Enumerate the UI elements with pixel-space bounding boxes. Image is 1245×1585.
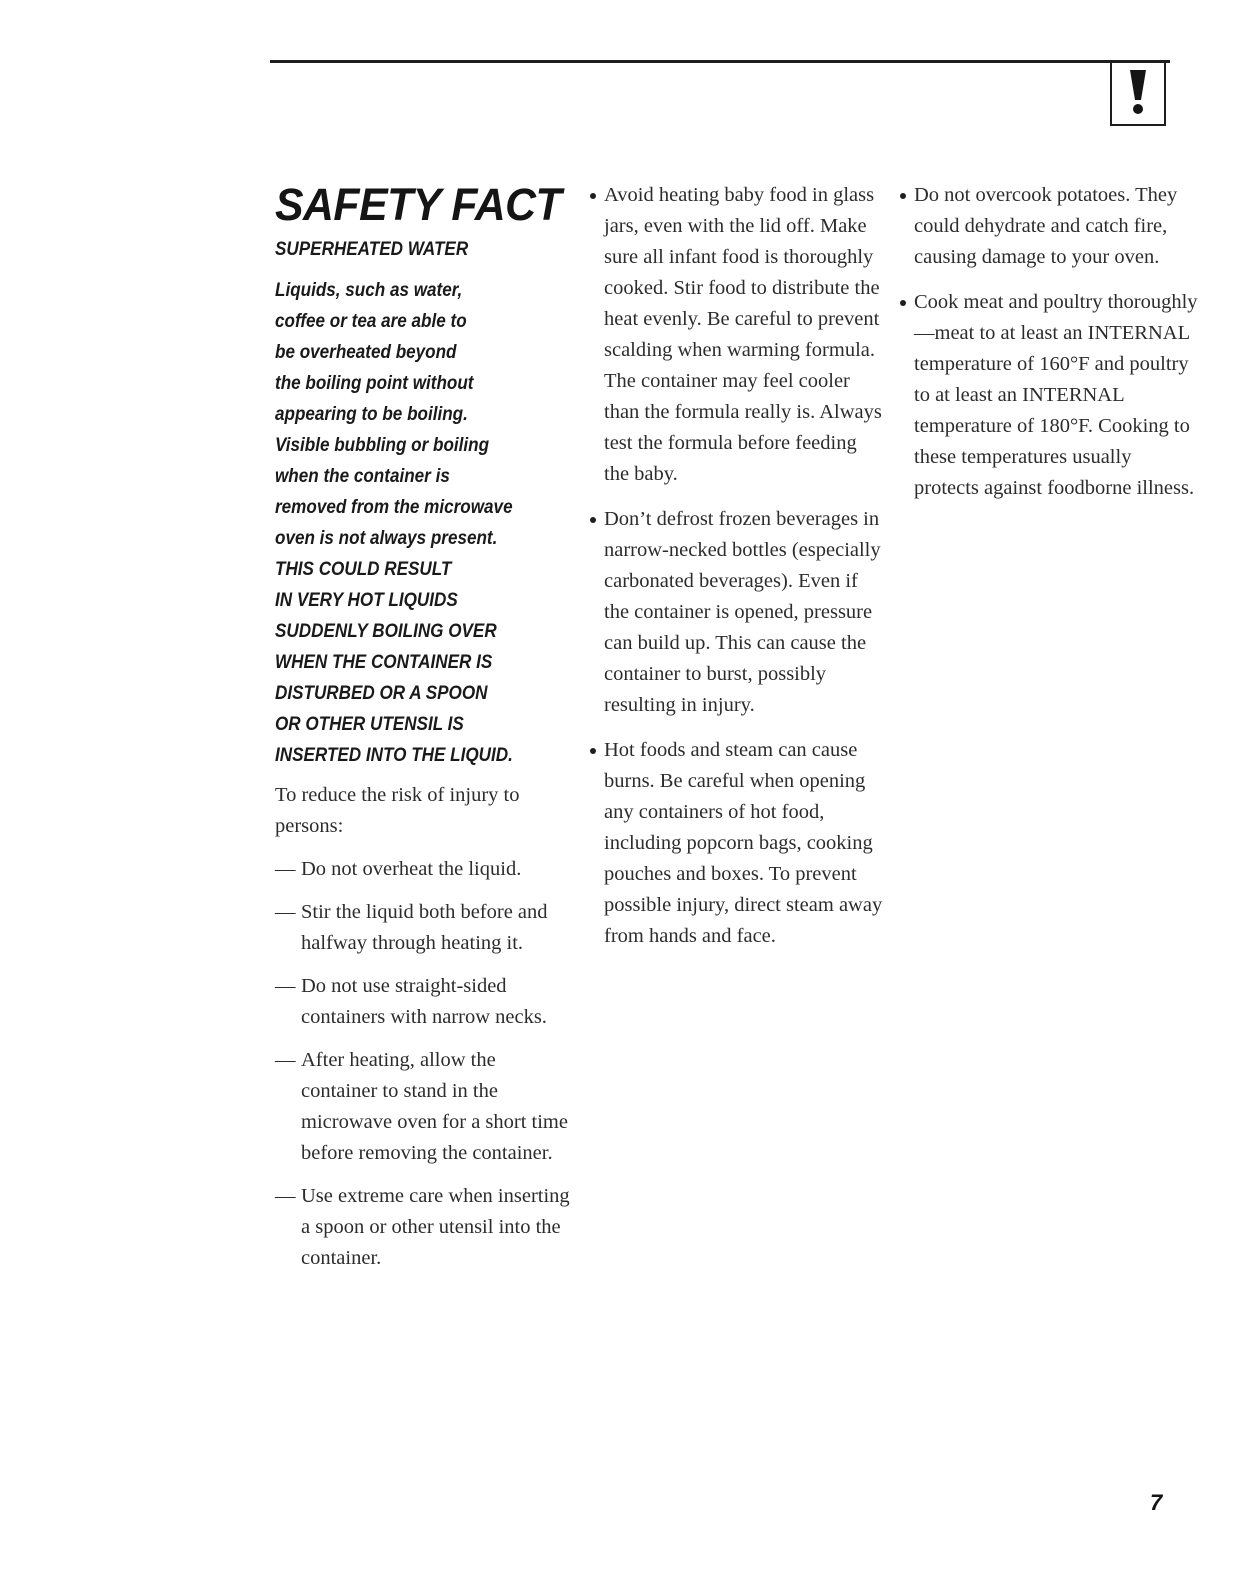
bullet-item [590,735,885,952]
precaution-text: Stir the liquid both before and halfway through heating it. [301,901,548,954]
warning-line: INSERTED INTO THE LIQUID. [275,745,513,766]
bullet-dot-icon [590,517,596,523]
bullet-dot-icon [590,748,596,754]
dash-glyph: — [275,1049,296,1071]
warning-box [1110,62,1166,126]
warning-line: THIS COULD RESULT [275,559,452,580]
warning-line: appearing to be boiling. [275,404,468,425]
warning-line: IN VERY HOT LIQUIDS [275,590,458,611]
bullet-item [900,180,1200,273]
bullet-text: Do not overcook potatoes. They could dehydrate and catch fire, causing damage to your oven. [914,184,1178,268]
warning-line: WHEN THE CONTAINER IS [275,652,493,673]
dash-glyph: — [275,975,296,997]
precaution-item [275,897,575,959]
warning-line: Visible bubbling or boiling [275,435,490,456]
precaution-list [275,854,575,1274]
warning-line: Liquids, such as water, [275,280,463,301]
warning-line: be overheated beyond [275,342,457,363]
superheated-water-heading: SUPERHEATED WATER [275,239,469,260]
precaution-text: After heating, allow the container to stand in the microwave oven for a short time before removing the container. [301,1049,568,1164]
warning-line: when the container is [275,466,450,487]
warning-line: SUDDENLY BOILING OVER [275,621,497,642]
precaution-item [275,854,575,885]
precaution-text: Use extreme care when inserting a spoon or other utensil into the container. [301,1185,570,1269]
bullet-text: Cook meat and poultry thoroughly—meat to at least an INTERNAL temperature of 160°F and poultry to at least an INTERNAL temperature of 180°F. Cooking to these temperatures usually protects against foodborne illness. [914,291,1198,499]
right-column [900,180,1200,518]
bullet-text: Avoid heating baby food in glass jars, even with the lid off. Make sure all infant food is thoroughly cooked. Stir food to distribute the heat evenly. Be careful to prevent scalding when warming formula. The container may feel cooler than the formula really is. Always test the formula before feeding the baby. [604,184,882,485]
bullet-text: Hot foods and steam can cause burns. Be careful when opening any containers of hot food, including popcorn bags, cooking pouches and boxes. To prevent possible injury, direct steam away from hands and face. [604,739,883,947]
precaution-item [275,971,575,1033]
bullet-item [590,504,885,721]
page-number: 7 [1150,1490,1163,1515]
warning-line: coffee or tea are able to [275,311,467,332]
safety-fact-title: SAFETY FACT [275,179,562,230]
safety-bullet-list [900,180,1200,504]
risk-intro: To reduce the risk of injury to persons: [275,784,520,837]
warning-line: OR OTHER UTENSIL IS [275,714,464,735]
dash-glyph: — [275,901,296,923]
dash-glyph: — [275,858,296,880]
precaution-item [275,1045,575,1169]
bullet-dot-icon [900,193,906,199]
warning-line: DISTURBED OR A SPOON [275,683,488,704]
warning-line: oven is not always present. [275,528,498,549]
dash-glyph: — [275,1185,296,1207]
warning-paragraph [275,275,572,771]
warning-line: the boiling point without [275,373,474,394]
precaution-text: Do not use straight-sided containers with narrow necks. [301,975,547,1028]
precaution-item [275,1181,575,1274]
bullet-item [590,180,885,490]
bullet-dot-icon [590,193,596,199]
middle-column [590,180,885,966]
safety-bullet-list [590,180,885,952]
bullet-text: Don’t defrost frozen beverages in narrow-necked bottles (especially carbonated beverages). Even if the container is opened, pressure can build up. This can cause the container to burst, possibly resulting in injury. [604,508,881,716]
bullet-item [900,287,1200,504]
exclamation-icon [1127,70,1149,116]
safety-fact-column [275,180,575,1286]
warning-line: removed from the microwave [275,497,513,518]
header-rule [270,60,1170,63]
bullet-dot-icon [900,300,906,306]
precaution-text: Do not overheat the liquid. [301,858,522,880]
